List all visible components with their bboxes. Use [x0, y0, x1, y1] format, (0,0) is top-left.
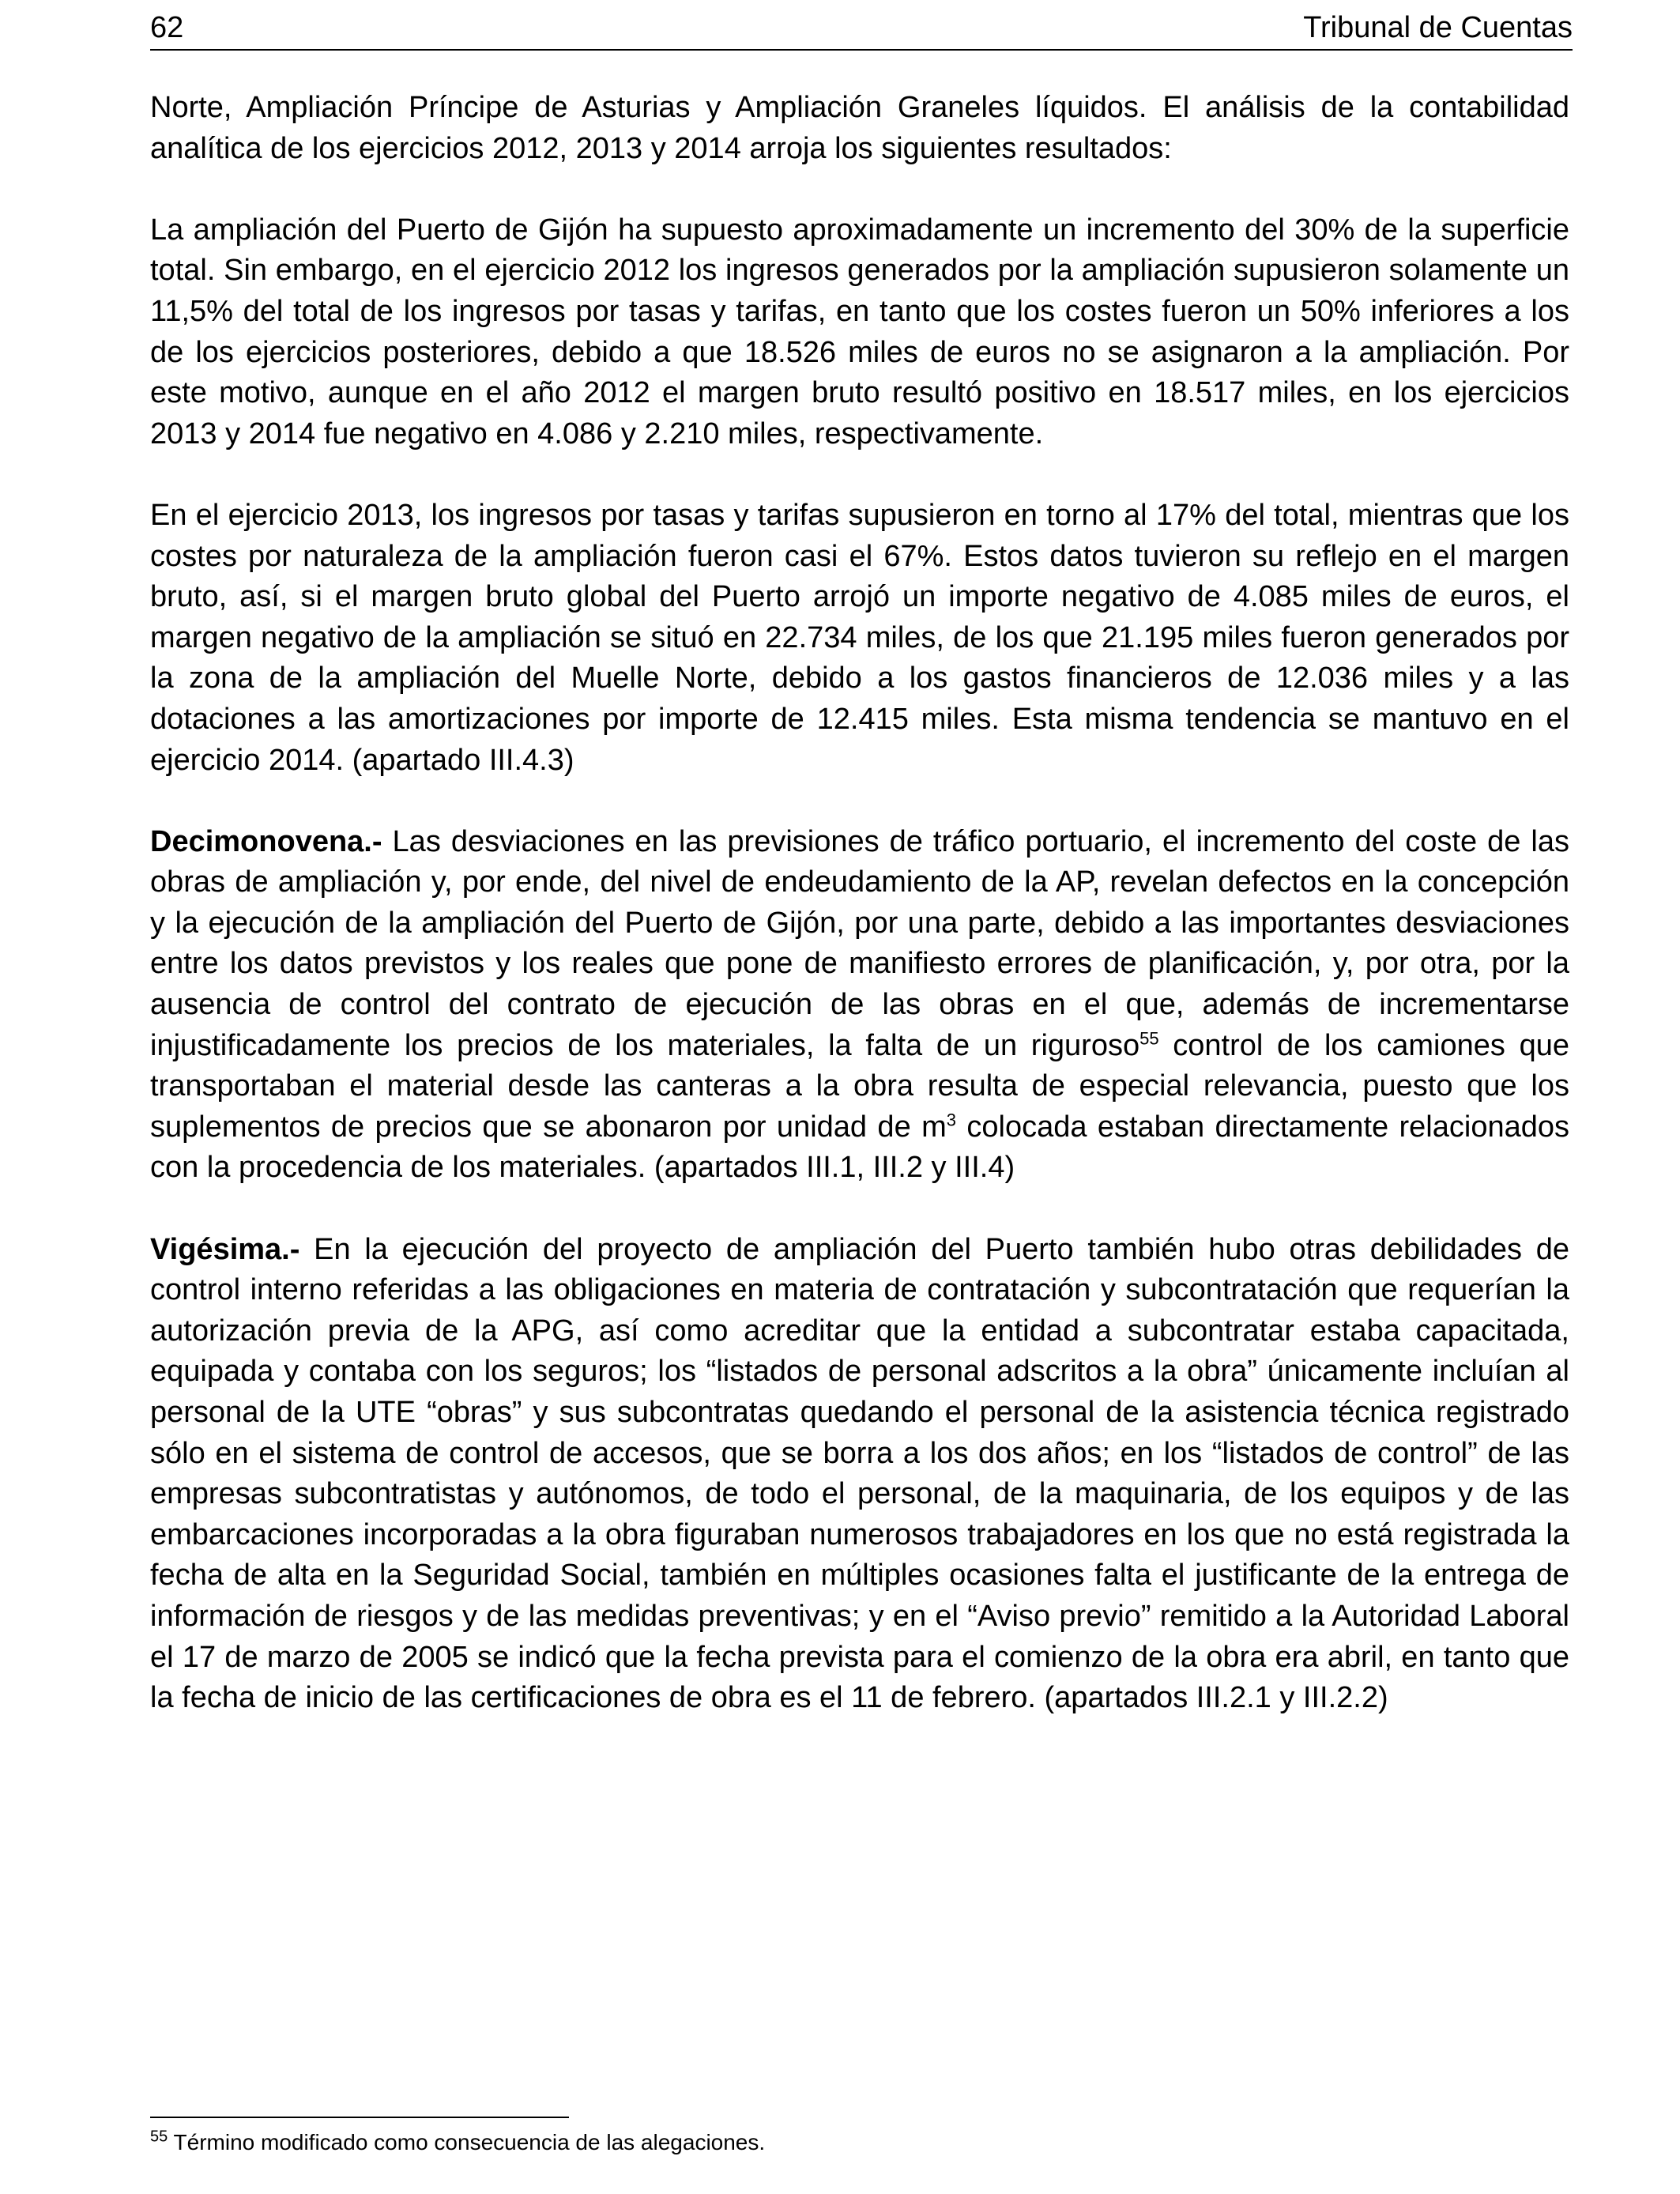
- paragraph-text: En la ejecución del proyecto de ampliación del Puerto también hubo otras debilidades de control interno referidas a las obligaciones en materia de contratación y subcontratación que requerían la autorización previa de la APG, así como acreditar que la entidad a subcontratar estaba capacitada, equipada y contaba con los seguros; los “listados de personal adscritos a la obra” únicamente incluían al personal de la UTE “obras” y sus subcontratas quedando el personal de la asistencia técnica registrado sólo en el sistema de control de accesos, que se borra a los dos años; en los “listados de control” de las empresas subcontratistas y autónomos, de todo el personal, de la maquinaria, de los equipos y de las embarcaciones incorporadas a la obra figuraban numerosos trabajadores en los que no está registrada la fecha de alta en la Seguridad Social, también en múltiples ocasiones falta el justificante de la entrega de información de riesgos y de las medidas preventivas; y en el “Aviso previo” remitido a la Autoridad Laboral el 17 de marzo de 2005 se indicó que la fecha prevista para el comienzo de la obra era abril, en tanto que la fecha de inicio de las certificaciones de obra es el 11 de febrero. (apartados III.2.1 y III.2.2): [150, 1232, 1569, 1715]
- page-number: 62: [150, 11, 184, 44]
- paragraph-1: Norte, Ampliación Príncipe de Asturias y Ampliación Graneles líquidos. El análisis de la contabilidad analítica de los ejercicios 2012, 2013 y 2014 arroja los siguientes resultados:: [150, 91, 1569, 165]
- paragraph-text: Las desviaciones en las previsiones de tráfico portuario, el incremento del coste de las obras de ampliación y, por ende, del nivel de endeudamiento de la AP, revelan defectos en la concepción y la ejecución de la ampliación del Puerto de Gijón, por una parte, debido a las importantes desviaciones entre los datos previstos y los reales que pone de manifiesto errores de planificación, y, por otra, por la ausencia de control del contrato de ejecución de las obras en el que, además de incrementarse injustificadamente los precios de los materiales, la falta de un riguroso: [150, 824, 1569, 1062]
- footnote-divider: [150, 2117, 569, 2118]
- paragraph-decimonovena: [150, 822, 1569, 1189]
- paragraph-vigesima: [150, 1230, 1569, 1719]
- footnote-text: Término modificado como consecuencia de las alegaciones.: [168, 2130, 766, 2154]
- paragraph-text: colocada estaban directamente relacionados con la procedencia de los materiales. (apartados III.1, III.2 y III.4): [150, 1110, 1569, 1185]
- footnote-number: 55: [150, 2128, 168, 2146]
- document-body: [150, 88, 1569, 1719]
- footnote: [150, 2129, 1569, 2156]
- footnote-reference: 55: [1139, 1028, 1159, 1048]
- page-header: [150, 11, 1573, 51]
- section-heading-vigesima: Vigésima.-: [150, 1232, 300, 1266]
- cubic-superscript: 3: [946, 1110, 956, 1130]
- section-heading-decimonovena: Decimonovena.-: [150, 824, 382, 858]
- header-title: Tribunal de Cuentas: [1303, 11, 1573, 44]
- paragraph-3: En el ejercicio 2013, los ingresos por tasas y tarifas supusieron en torno al 17% del total, mientras que los costes por naturaleza de la ampliación fueron casi el 67%. Estos datos tuvieron su reflejo en el margen bruto, así, si el margen bruto global del Puerto arrojó un importe negativo de 4.085 miles de euros, el margen negativo de la ampliación se situó en 22.734 miles, de los que 21.195 miles fueron generados por la zona de la ampliación del Muelle Norte, debido a los gastos financieros de 12.036 miles y a las dotaciones a las amortizaciones por importe de 12.415 miles. Esta misma tendencia se mantuvo en el ejercicio 2014. (apartado III.4.3): [150, 498, 1569, 777]
- paragraph-text: control de los camiones que transportaban el material desde las canteras a la obra resulta de especial relevancia, puesto que los suplementos de precios que se abonaron por unidad de m: [150, 1028, 1569, 1144]
- paragraph-2: La ampliación del Puerto de Gijón ha supuesto aproximadamente un incremento del 30% de la superficie total. Sin embargo, en el ejercicio 2012 los ingresos generados por la ampliación supusieron solamente un 11,5% del total de los ingresos por tasas y tarifas, en tanto que los costes fueron un 50% inferiores a los de los ejercicios posteriores, debido a que 18.526 miles de euros no se asignaron a la ampliación. Por este motivo, aunque en el año 2012 el margen bruto resultó positivo en 18.517 miles, en los ejercicios 2013 y 2014 fue negativo en 4.086 y 2.210 miles, respectivamente.: [150, 213, 1569, 450]
